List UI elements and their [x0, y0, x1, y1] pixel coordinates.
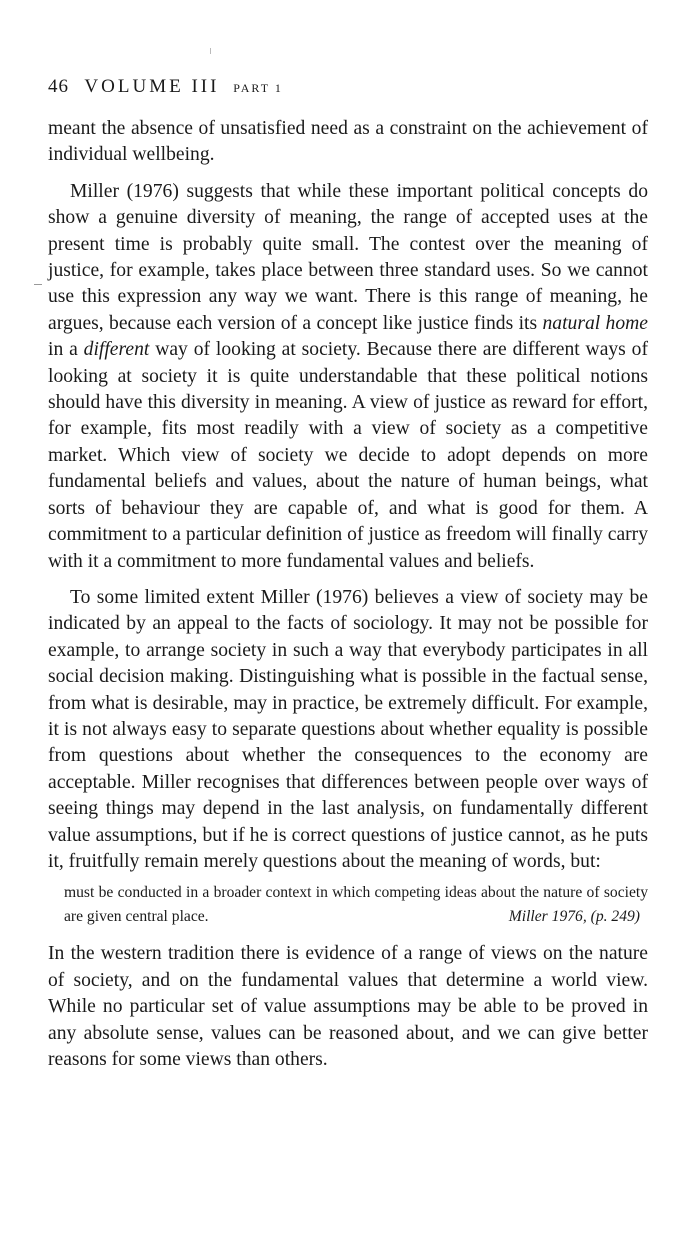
margin-mark — [34, 284, 42, 285]
page-number: 46 — [48, 76, 69, 97]
quote-text: must be conducted in a broader context in which competing ideas about the nature of society are given central place. — [64, 884, 648, 926]
emphasis-different: different — [83, 339, 150, 361]
emphasis-natural-home: natural home — [542, 312, 648, 334]
part-label: PART 1 — [233, 81, 283, 95]
paragraph-text: Miller (1976) suggests that while these important political concepts do show a genuine diversity of meaning, the range of accepted uses at the present time is probably quite small. The contest over the meaning of justice, for example, takes place between three standard uses. So we cannot use this expression any way we want. There is this range of meaning, he argues, because each version of a concept like justice finds its — [48, 180, 648, 334]
paragraph-text: way of looking at society. Because there are different ways of looking at society it is quite understandable that these political notions should have this diversity in meaning. A view of justice as reward for effort, for example, fits most readily with a view of society as a competitive market. Which view of society we decide to adopt depends on more fundamental beliefs and values, about the nature of human beings, what sorts of behaviour they are capable of, and what is good for them. A commitment to a particular definition of justice as freedom will finally carry with it a commitment to more fundamental values and beliefs. — [48, 339, 648, 572]
book-page — [48, 74, 648, 1073]
running-header — [48, 74, 648, 100]
paragraph-continued: meant the absence of unsatisfied need as a constraint on the achievement of individual wellbeing. — [48, 118, 648, 166]
paragraph-text: in a — [48, 339, 84, 361]
paragraph-sociology: To some limited extent Miller (1976) believes a view of society may be indicated by an appeal to the facts of sociology. It may not be possible for example, to arrange society in such a way that everybody participates in all social decision making. Distinguishing what is possible in the factual sense, from what is desirable, may in practice, be extremely difficult. For example, it is not always easy to separate questions about whether equality is possible from questions about whether the consequences to the economy are acceptable. Miller recognises that differences between people over ways of seeing things may depend in the last analysis, on fundamentally different value assumptions, but if he is correct questions of justice cannot, as he puts it, fruitfully remain merely questions about the meaning of words, but: — [48, 586, 648, 872]
paragraph-miller-concepts — [48, 179, 648, 575]
paragraph-western-tradition: In the western tradition there is evidence of a range of views on the nature of society, and on the fundamental values that determine a world view. While no particular set of value assumptions may be able to be proved in any absolute sense, values can be reasoned about, and we can give better reasons for some views than others. — [48, 943, 648, 1070]
block-quote — [64, 881, 648, 929]
volume-label: VOLUME III — [84, 76, 220, 97]
quote-citation: Miller 1976, (p. 249) — [508, 908, 640, 926]
scan-mark — [210, 48, 211, 54]
